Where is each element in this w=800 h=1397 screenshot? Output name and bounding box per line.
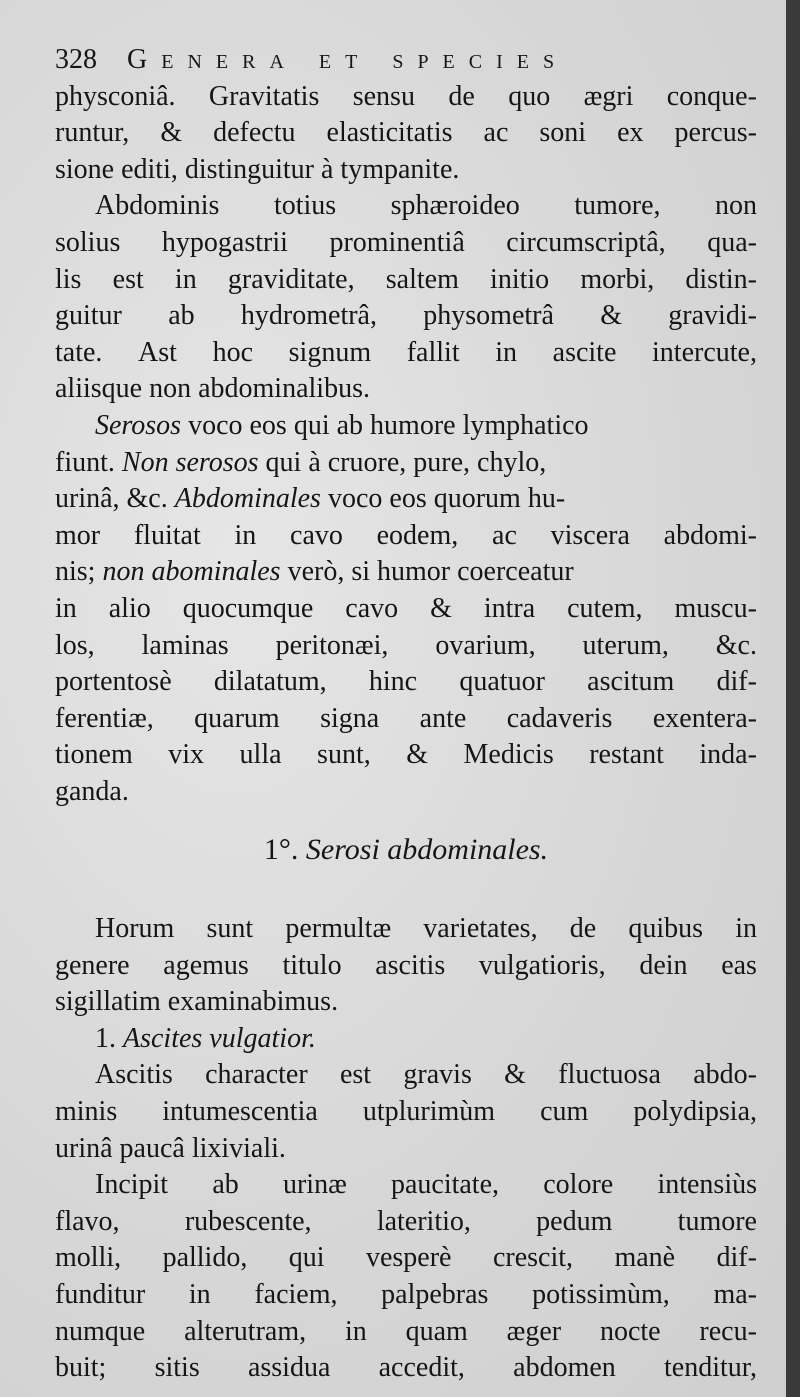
text-line: fiunt. Non serosos qui à cruore, pure, chylo, xyxy=(55,445,757,482)
text-line: funditur in faciem, palpebras potissimùm, ma- xyxy=(55,1279,757,1310)
text-line: sione editi, distinguitur à tympanite. xyxy=(55,153,460,185)
page-number: 328 xyxy=(55,44,97,75)
text-line: sigillatim examinabimus. xyxy=(55,986,339,1018)
paragraph-4 xyxy=(55,911,757,1021)
page-edge-shadow xyxy=(786,0,800,1397)
text-line: solius hypogastrii prominentiâ circumscriptâ, qua- xyxy=(55,226,757,258)
text-line: mor fluitat in cavo eodem, ac viscera abdomi- xyxy=(55,519,757,551)
paragraph-1 xyxy=(55,79,757,189)
paragraph-6 xyxy=(55,1167,757,1387)
text-line: urinâ paucâ lixiviali. xyxy=(55,1132,286,1164)
text-line: tionem vix ulla sunt, & Medicis restant inda- xyxy=(55,739,757,771)
text-line: tate. Ast hoc signum fallit in ascite intercute, xyxy=(55,336,757,368)
section-title: Serosi abdominales. xyxy=(305,833,549,867)
subsection-title: Ascites vulgatior. xyxy=(123,1022,316,1054)
page-text xyxy=(55,42,757,1387)
italic-term: Non serosos xyxy=(121,446,259,478)
text-line: molli, pallido, qui vesperè crescit, manè dif- xyxy=(55,1242,757,1274)
text-line: minis intumescentia utplurimùm cum polydipsia, xyxy=(55,1096,757,1128)
text-line: buit; sitis assidua accedit, abdomen tenditur, xyxy=(55,1352,757,1384)
text-line: physconiâ. Gravitatis sensu de quo ægri conque- xyxy=(55,80,757,112)
text-line: Ascitis character est gravis & fluctuosa abdo- xyxy=(95,1059,757,1091)
text-line: Horum sunt permultæ varietates, de quibus in xyxy=(95,913,757,945)
italic-term: Serosos xyxy=(95,409,182,441)
text-line: lis est in graviditate, saltem initio morbi, distin- xyxy=(55,263,757,295)
section-heading xyxy=(55,832,757,869)
subsection-number: 1. xyxy=(95,1022,116,1054)
text-line: los, laminas peritonæi, ovarium, uterum, &c. xyxy=(55,629,757,661)
text-line: in alio quocumque cavo & intra cutem, muscu- xyxy=(55,592,757,624)
paragraph-5 xyxy=(55,1057,757,1167)
subsection-heading xyxy=(55,1021,757,1058)
text-line: aliisque non abdominalibus. xyxy=(55,373,370,405)
text-line: Serosos voco eos qui ab humore lymphatico xyxy=(55,408,757,445)
italic-term: Abdominales xyxy=(174,483,321,515)
section-number: 1°. xyxy=(263,833,299,867)
text-line: runtur, & defectu elasticitatis ac soni ex percus- xyxy=(55,117,757,149)
text-line: nis; non abominales verò, si humor coerceatur xyxy=(55,554,757,591)
text-line: ganda. xyxy=(55,775,129,807)
running-title: Genera et species xyxy=(127,44,569,75)
paragraph-2 xyxy=(55,188,757,408)
text-line: Incipit ab urinæ paucitate, colore intensiùs xyxy=(95,1169,757,1201)
text-line: portentosè dilatatum, hinc quatuor ascitum dif- xyxy=(55,666,757,698)
text-line: Abdominis totius sphæroideo tumore, non xyxy=(95,190,757,222)
text-line: ferentiæ, quarum signa ante cadaveris exentera- xyxy=(55,702,757,734)
text-line: urinâ, &c. Abdominales voco eos quorum hu- xyxy=(55,481,757,518)
text-line: flavo, rubescente, lateritio, pedum tumore xyxy=(55,1205,757,1237)
running-header xyxy=(55,42,757,79)
text-line: numque alterutram, in quam æger nocte recu- xyxy=(55,1315,757,1347)
italic-term: non abominales xyxy=(102,556,281,588)
paragraph-3 xyxy=(55,408,757,811)
text-line: guitur ab hydrometrâ, physometrâ & gravidi- xyxy=(55,300,757,332)
text-line: genere agemus titulo ascitis vulgatioris, dein eas xyxy=(55,949,757,981)
